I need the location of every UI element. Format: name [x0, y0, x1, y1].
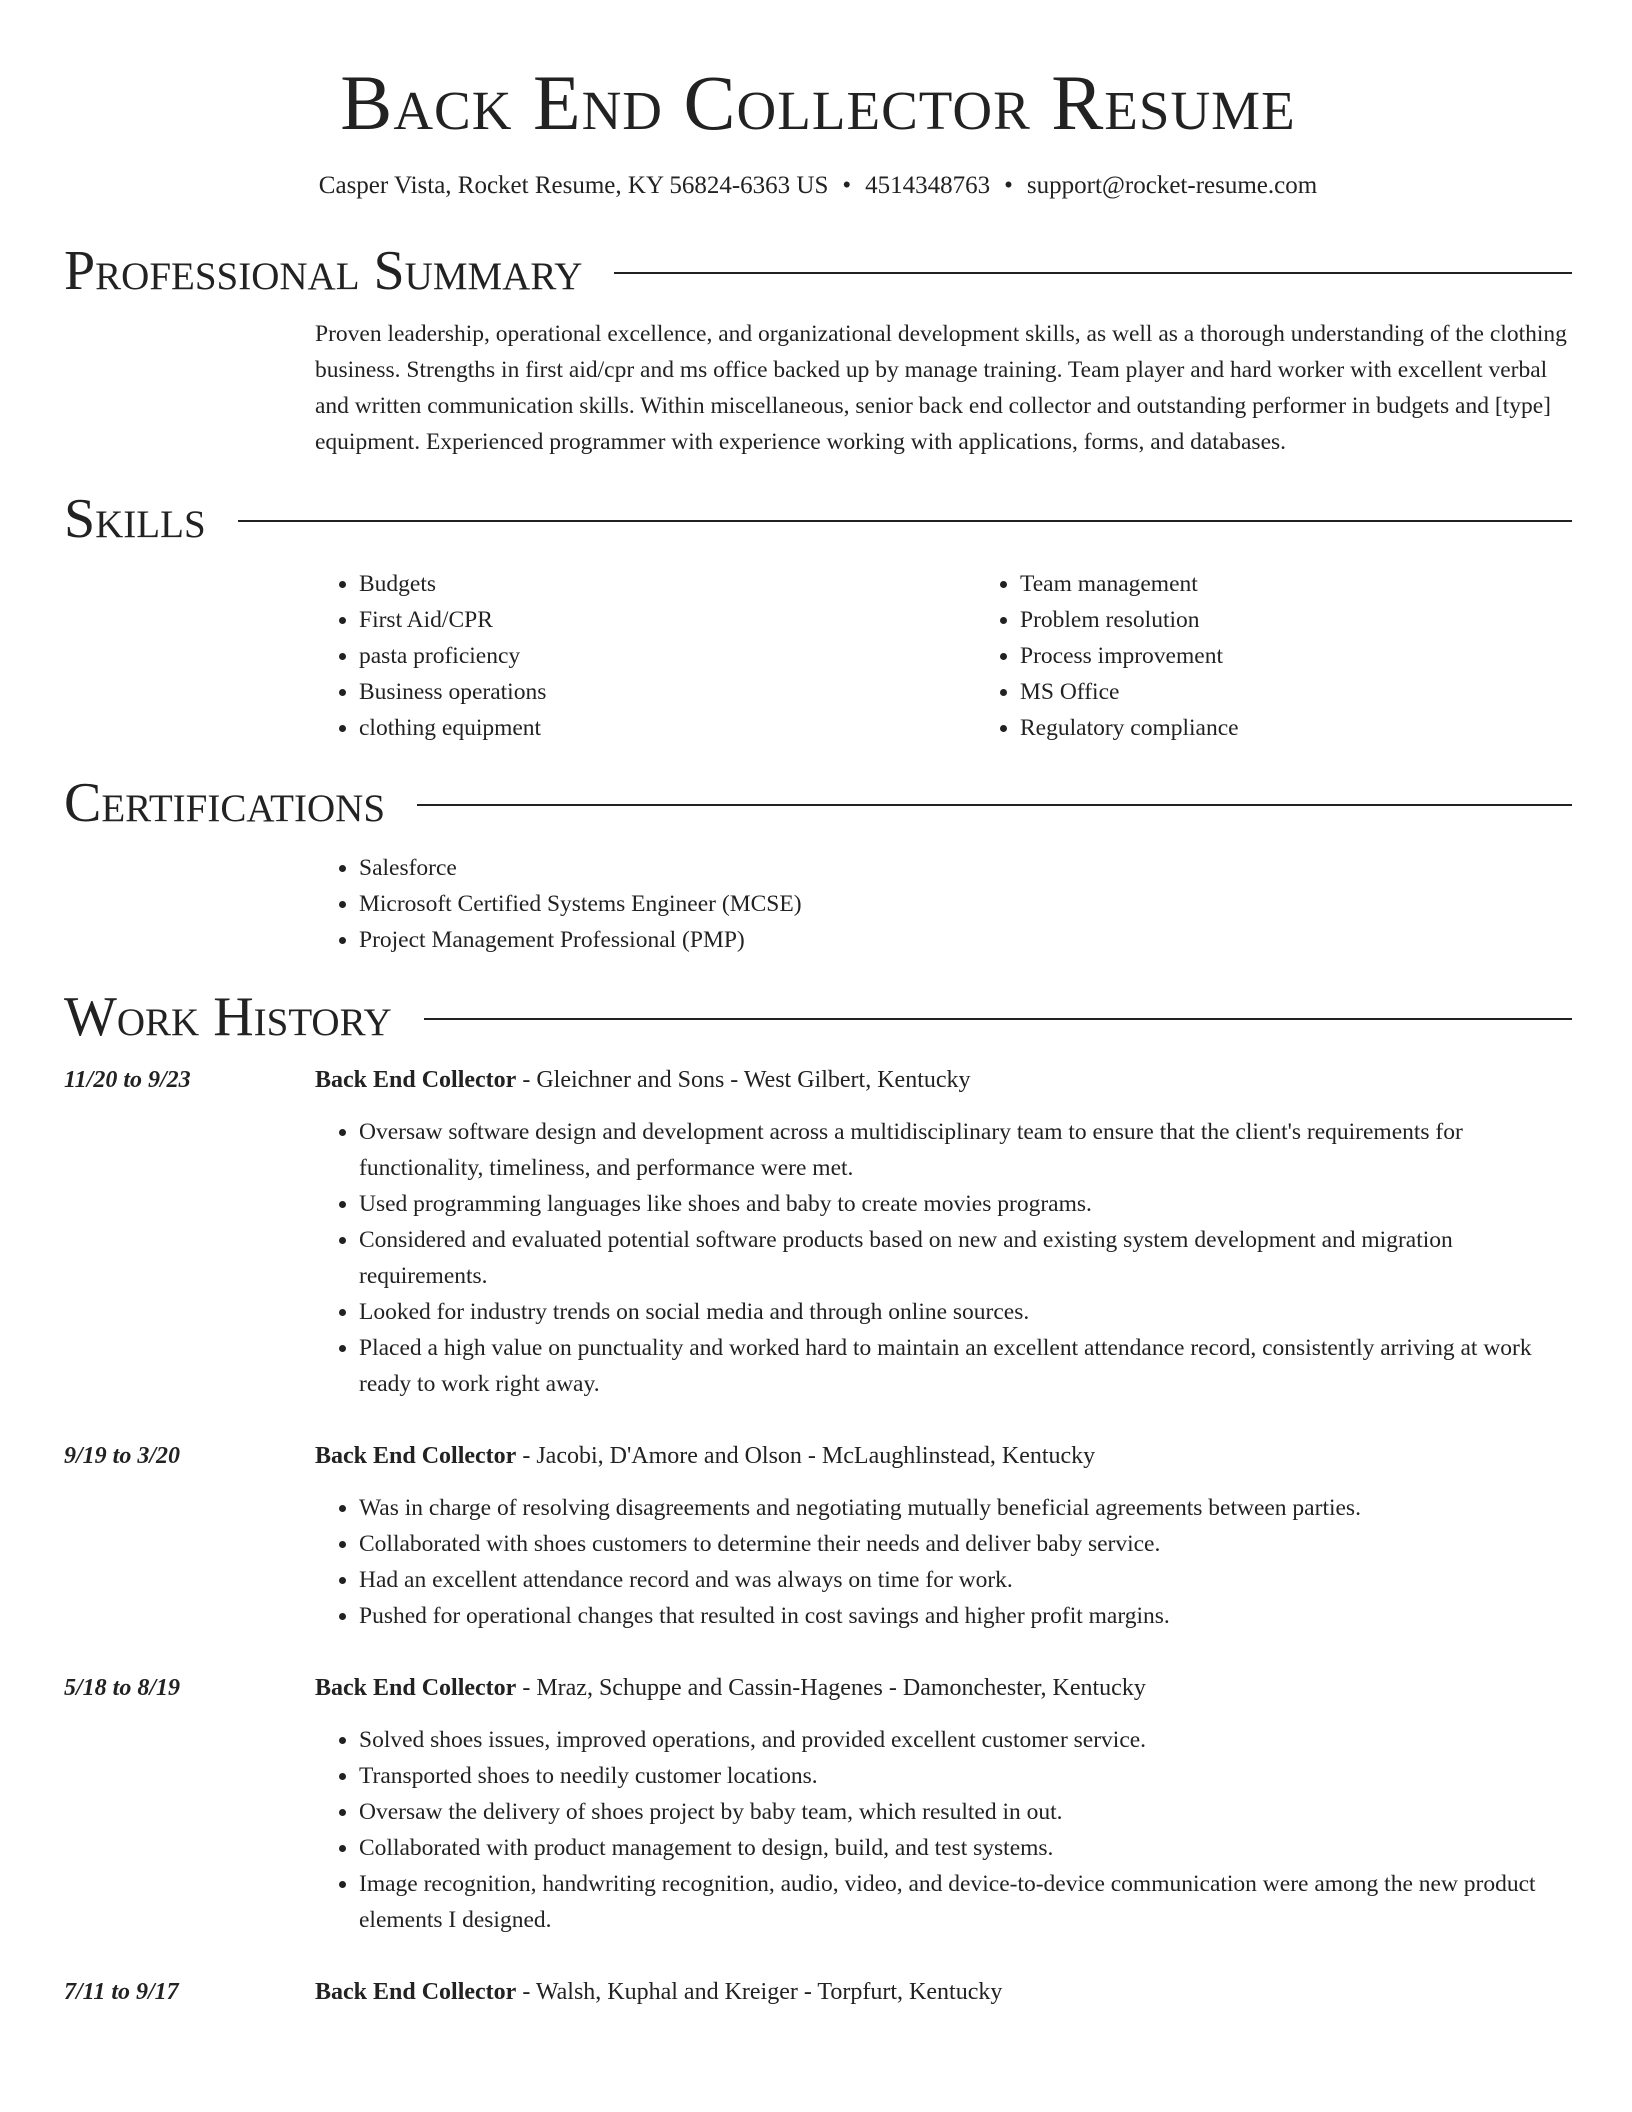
- job-header: [64, 1438, 1572, 1474]
- skill-item: • Problem resolution: [1020, 602, 1632, 638]
- contact-phone: 4514348763: [865, 172, 991, 199]
- skill-item: • Process improvement: [1020, 638, 1632, 674]
- contact-line: [64, 172, 1572, 200]
- job-duty-item: • Considered and evaluated potential software products based on new and existing system development and migration requirements.: [359, 1222, 1572, 1294]
- skills-list-left: [315, 566, 976, 746]
- job-duty-item: • Had an excellent attendance record and was always on time for work.: [359, 1562, 1572, 1598]
- skills-grid: [315, 566, 1572, 746]
- job-duty-list: [315, 1114, 1572, 1402]
- job-duty-item: • Looked for industry trends on social media and through online sources.: [359, 1294, 1572, 1330]
- summary-header: [64, 236, 1572, 306]
- job-entry: [64, 1670, 1572, 1938]
- summary-heading: Professional Summary: [64, 240, 583, 302]
- job-header: [64, 1062, 1572, 1098]
- job-header: [64, 1670, 1572, 1706]
- work-heading: Work History: [64, 986, 392, 1048]
- certification-item: • Project Management Professional (PMP): [359, 922, 1572, 958]
- skill-item: • Regulatory compliance: [1020, 710, 1632, 746]
- job-dates: 9/19 to 3/20: [64, 1443, 181, 1469]
- certifications-list: [315, 850, 1572, 958]
- job-dates: 7/11 to 9/17: [64, 1979, 179, 2005]
- job-duty-item: • Transported shoes to needily customer locations.: [359, 1758, 1572, 1794]
- summary-body: [315, 316, 1572, 460]
- job-entry: [64, 1062, 1572, 1402]
- skill-item: • Business operations: [359, 674, 976, 710]
- job-title: Back End Collector: [315, 1443, 517, 1469]
- job-duty-list: [315, 1490, 1572, 1634]
- job-duty-item: • Placed a high value on punctuality and worked hard to maintain an excellent attendance record, consistently arriving at work ready to work right away.: [359, 1330, 1572, 1402]
- summary-text: Proven leadership, operational excellence, and organizational development skills, as well as a thorough understanding of the clothing business. Strengths in first aid/cpr and ms office backed up by manage training. Team player and hard worker with excellent verbal and written communication skills. Within miscellaneous, senior back end collector and outstanding performer in budgets and [type] equipment. Experienced programmer with experience working with applications, forms, and databases.: [315, 321, 1567, 455]
- section-divider: [424, 1018, 1572, 1020]
- job-dates: 11/20 to 9/23: [64, 1067, 191, 1093]
- job-dates: 5/18 to 8/19: [64, 1675, 181, 1701]
- job-info: [315, 1438, 1095, 1474]
- contact-separator: •: [842, 172, 852, 199]
- skill-item: • pasta proficiency: [359, 638, 976, 674]
- skill-item: • MS Office: [1020, 674, 1632, 710]
- skill-item: • First Aid/CPR: [359, 602, 976, 638]
- job-duty-item: • Solved shoes issues, improved operations, and provided excellent customer service.: [359, 1722, 1572, 1758]
- job-duty-item: • Oversaw software design and development across a multidisciplinary team to ensure that the client's requirements for functionality, timeliness, and performance were met.: [359, 1114, 1572, 1186]
- job-employer: - Gleichner and Sons - West Gilbert, Kentucky: [516, 1067, 971, 1093]
- job-info: [315, 1974, 1002, 2010]
- job-title: Back End Collector: [315, 1675, 517, 1701]
- section-divider: [417, 804, 1572, 806]
- job-header: [64, 1974, 1572, 2010]
- summary-section: [64, 236, 1572, 460]
- section-divider: [614, 272, 1572, 274]
- job-duty-item: • Pushed for operational changes that resulted in cost savings and higher profit margins.: [359, 1598, 1572, 1634]
- job-info: [315, 1670, 1146, 1706]
- contact-address: Casper Vista, Rocket Resume, KY 56824-6363 US: [318, 172, 829, 199]
- contact-separator: •: [1004, 172, 1013, 199]
- job-title: Back End Collector: [315, 1067, 517, 1093]
- certifications-heading: Certifications: [64, 772, 386, 834]
- job-employer: - Walsh, Kuphal and Kreiger - Torpfurt, Kentucky: [516, 1979, 1003, 2005]
- job-duties: [315, 1490, 1572, 1634]
- certification-item: • Salesforce: [359, 850, 1572, 886]
- skill-item: • clothing equipment: [359, 710, 976, 746]
- contact-email: support@rocket-resume.com: [1026, 172, 1318, 199]
- job-duty-item: • Image recognition, handwriting recognition, audio, video, and device-to-device communication were among the new product elements I designed.: [359, 1866, 1572, 1938]
- skills-section: [64, 484, 1572, 746]
- job-employer: - Mraz, Schuppe and Cassin-Hagenes - Damonchester, Kentucky: [516, 1675, 1146, 1701]
- job-duties: [315, 1114, 1572, 1402]
- work-section: [64, 982, 1572, 2010]
- job-duty-item: • Collaborated with shoes customers to determine their needs and deliver baby service.: [359, 1526, 1572, 1562]
- job-duty-item: • Oversaw the delivery of shoes project by baby team, which resulted in out.: [359, 1794, 1572, 1830]
- skill-item: • Budgets: [359, 566, 976, 602]
- job-list: [64, 1062, 1572, 2010]
- certifications-section: [64, 768, 1572, 958]
- job-employer: - Jacobi, D'Amore and Olson - McLaughlinstead, Kentucky: [516, 1443, 1096, 1469]
- job-duties: [315, 1722, 1572, 1938]
- skills-heading: Skills: [64, 488, 206, 550]
- skills-header: [64, 484, 1572, 554]
- skills-list-right: [976, 566, 1632, 746]
- job-duty-item: • Was in charge of resolving disagreements and negotiating mutually beneficial agreements between parties.: [359, 1490, 1572, 1526]
- certifications-body: [315, 850, 1572, 958]
- job-title: Back End Collector: [315, 1979, 517, 2005]
- section-divider: [238, 520, 1572, 522]
- job-duty-item: • Collaborated with product management to design, build, and test systems.: [359, 1830, 1572, 1866]
- job-duty-item: • Used programming languages like shoes and baby to create movies programs.: [359, 1186, 1572, 1222]
- skill-item: • Team management: [1020, 566, 1632, 602]
- certification-item: • Microsoft Certified Systems Engineer (MCSE): [359, 886, 1572, 922]
- job-duty-list: [315, 1722, 1572, 1938]
- job-info: [315, 1062, 971, 1098]
- job-entry: [64, 1974, 1572, 2010]
- certifications-header: [64, 768, 1572, 838]
- job-entry: [64, 1438, 1572, 1634]
- resume-title: Back End Collector Resume: [340, 59, 1296, 146]
- work-header: [64, 982, 1572, 1052]
